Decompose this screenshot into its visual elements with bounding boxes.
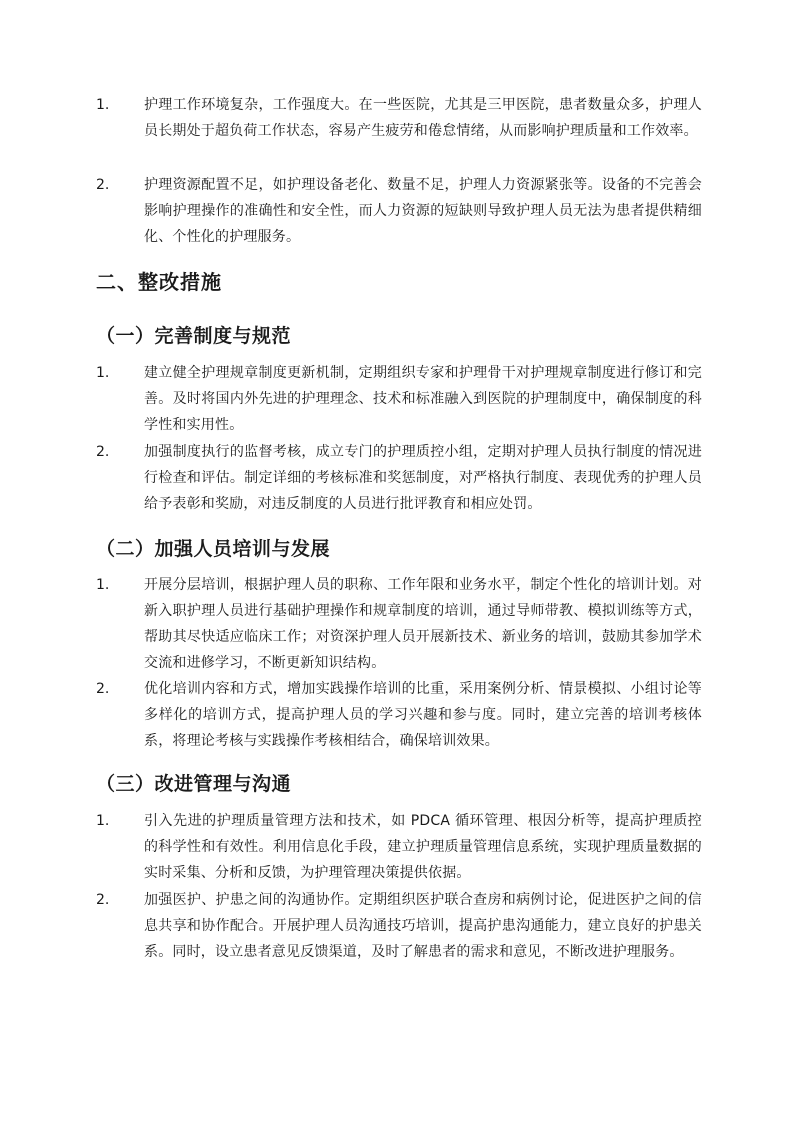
list-text: 优化培训内容和方式，增加实践操作培训的比重，采用案例分析、情景模拟、小组讨论等多样化的培训方式，提高护理人员的学习兴趣和参与度。同时，建立完善的培训考核体系，将理论考核与实践操作考核相结合，确保培训效果。 <box>144 681 702 749</box>
list-number: 2. <box>96 892 110 908</box>
list-item <box>96 172 704 250</box>
list-number: 1. <box>96 577 110 593</box>
list-number: 2. <box>96 177 110 193</box>
list-number: 1. <box>96 97 110 113</box>
list-number: 2. <box>96 444 110 460</box>
list-text: 引入先进的护理质量管理方法和技术，如 PDCA 循环管理、根因分析等，提高护理质控的科学性和有效性。利用信息化手段，建立护理质量管理信息系统，实现护理质量数据的实时采集、分析和反馈，为护理管理决策提供依据。 <box>144 813 702 881</box>
list-number: 2. <box>96 681 110 697</box>
subsection-heading: （一）完善制度与规范 <box>96 325 292 347</box>
list-text: 开展分层培训，根据护理人员的职称、工作年限和业务水平，制定个性化的培训计划。对新入职护理人员进行基础护理操作和规章制度的培训，通过导师带教、模拟训练等方式，帮助其尽快适应临床工作；对资深护理人员开展新技术、新业务的培训，鼓励其参加学术交流和进修学习，不断更新知识结构。 <box>144 577 702 671</box>
section-heading: 二、整改措施 <box>96 270 222 294</box>
list-item <box>96 572 704 676</box>
list-text: 加强制度执行的监督考核，成立专门的护理质控小组，定期对护理人员执行制度的情况进行检查和评估。制定详细的考核标准和奖惩制度，对严格执行制度、表现优秀的护理人员给予表彰和奖励，对违反制度的人员进行批评教育和相应处罚。 <box>144 444 702 512</box>
list-text: 护理资源配置不足，如护理设备老化、数量不足，护理人力资源紧张等。设备的不完善会影响护理操作的准确性和安全性，而人力资源的短缺则导致护理人员无法为患者提供精细化、个性化的护理服务。 <box>144 177 702 245</box>
list-number: 1. <box>96 365 110 381</box>
list-item <box>96 360 704 438</box>
list-item <box>96 439 704 517</box>
subsection-heading: （二）加强人员培训与发展 <box>96 538 331 560</box>
list-text: 建立健全护理规章制度更新机制，定期组织专家和护理骨干对护理规章制度进行修订和完善。及时将国内外先进的护理理念、技术和标准融入到医院的护理制度中，确保制度的科学性和实用性。 <box>144 365 702 433</box>
list-number: 1. <box>96 813 110 829</box>
list-item <box>96 92 704 144</box>
list-item <box>96 808 704 886</box>
list-item <box>96 887 704 965</box>
list-text: 护理工作环境复杂，工作强度大。在一些医院，尤其是三甲医院，患者数量众多，护理人员长期处于超负荷工作状态，容易产生疲劳和倦怠情绪，从而影响护理质量和工作效率。 <box>144 97 702 139</box>
list-item <box>96 676 704 754</box>
subsection-heading: （三）改进管理与沟通 <box>96 773 292 795</box>
list-text: 加强医护、护患之间的沟通协作。定期组织医护联合查房和病例讨论，促进医护之间的信息共享和协作配合。开展护理人员沟通技巧培训，提高护患沟通能力，建立良好的护患关系。同时，设立患者意见反馈渠道，及时了解患者的需求和意见，不断改进护理服务。 <box>144 892 702 960</box>
